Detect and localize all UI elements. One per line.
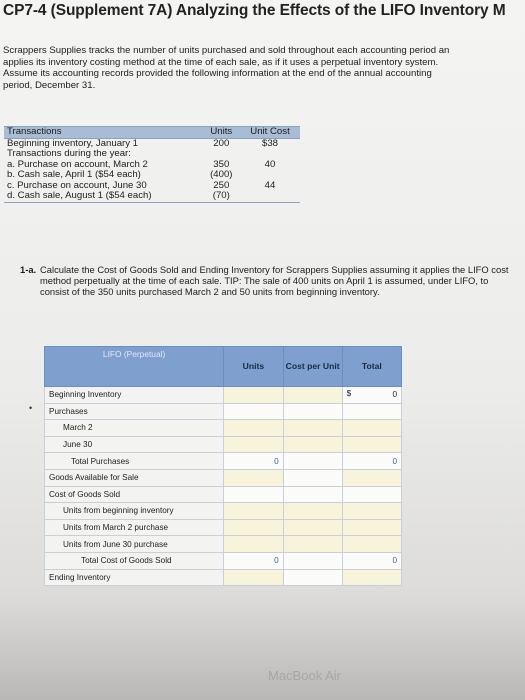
transactions-header-row bbox=[4, 127, 300, 139]
intro-line: period, December 31. bbox=[3, 79, 96, 91]
table-row bbox=[45, 503, 402, 520]
beginning-total-cell bbox=[342, 387, 401, 404]
ending-total-input[interactable] bbox=[342, 569, 401, 586]
table-row bbox=[45, 387, 402, 404]
empty-cell bbox=[283, 403, 342, 420]
table-row bbox=[45, 552, 402, 569]
cogs-june-30-total-input[interactable] bbox=[342, 536, 401, 553]
table-row bbox=[4, 149, 300, 160]
empty-cell bbox=[283, 552, 342, 569]
row-label: Purchases bbox=[45, 403, 224, 420]
table-row bbox=[45, 569, 402, 586]
page-title: CP7-4 (Supplement 7A) Analyzing the Effects of the LIFO Inventory M bbox=[3, 2, 506, 19]
table-row bbox=[45, 469, 402, 486]
lifo-caption: LIFO (Perpetual) bbox=[45, 347, 224, 387]
cogs-march-2-units-input[interactable] bbox=[224, 519, 283, 536]
row-label: Total Purchases bbox=[45, 453, 224, 470]
question-label: 1-a. bbox=[20, 264, 37, 275]
empty-cell bbox=[342, 486, 401, 503]
goods-available-total-input[interactable] bbox=[342, 469, 401, 486]
table-row bbox=[4, 170, 300, 181]
row-label: Total Cost of Goods Sold bbox=[45, 552, 224, 569]
march-2-units-input[interactable] bbox=[224, 420, 283, 437]
beginning-units-input[interactable] bbox=[224, 387, 283, 404]
transaction-label: a. Purchase on account, March 2 bbox=[7, 158, 148, 170]
empty-cell bbox=[283, 453, 342, 470]
total-purchases-total: 0 bbox=[342, 453, 401, 470]
cogs-beginning-total-input[interactable] bbox=[342, 503, 401, 520]
total-cogs-total: 0 bbox=[342, 552, 401, 569]
cogs-beginning-units-input[interactable] bbox=[224, 503, 283, 520]
intro-line: applies its inventory costing method at the time of each sale, as if it uses a perpetual inventory system. bbox=[3, 56, 439, 68]
june-30-cost-input[interactable] bbox=[283, 436, 342, 453]
table-row bbox=[45, 453, 402, 470]
empty-cell bbox=[224, 486, 283, 503]
beginning-total-value: 0 bbox=[392, 390, 397, 400]
transaction-units: 200 bbox=[213, 137, 230, 149]
beginning-cost-input[interactable] bbox=[283, 387, 342, 404]
table-row bbox=[45, 420, 402, 437]
transaction-cost bbox=[240, 191, 300, 202]
transaction-cost bbox=[240, 149, 300, 160]
empty-cell bbox=[283, 569, 342, 586]
row-label: Cost of Goods Sold bbox=[45, 486, 224, 503]
row-label: June 30 bbox=[45, 436, 224, 453]
units-header: Units bbox=[203, 127, 240, 139]
answer-header-row bbox=[45, 347, 402, 387]
transaction-label: b. Cash sale, April 1 ($54 each) bbox=[7, 169, 141, 180]
cost-per-unit-column-header: Cost per Unit bbox=[283, 347, 342, 387]
cogs-march-2-cost-input[interactable] bbox=[283, 519, 342, 536]
transaction-cost: 44 bbox=[264, 179, 276, 191]
total-column-header: Total bbox=[342, 347, 401, 387]
row-label: Units from March 2 purchase bbox=[45, 519, 224, 536]
ending-units-input[interactable] bbox=[224, 569, 283, 586]
intro-text bbox=[3, 45, 521, 91]
table-row bbox=[45, 486, 402, 503]
transaction-units: (400) bbox=[210, 169, 233, 180]
table-row bbox=[45, 403, 402, 420]
question-1a bbox=[20, 264, 520, 297]
empty-cell bbox=[224, 403, 283, 420]
intro-line: Assume its accounting records provided the following information at the end of the annual accounting bbox=[3, 68, 432, 79]
transactions-header: Transactions bbox=[4, 127, 203, 139]
row-label: Goods Available for Sale bbox=[45, 469, 224, 486]
question-text: Calculate the Cost of Goods Sold and Ending Inventory for Scrappers Supplies assuming it applies the LIFO cost method perpetually at the time of each sale. TIP: The sale of 400 units on April 1 is assumed, under LIFO, to consist of the 350 units purchased March 2 and 50 units from beginning inventory. bbox=[40, 264, 509, 297]
transactions-table bbox=[4, 126, 300, 203]
row-label: Units from June 30 purchase bbox=[45, 536, 224, 553]
cogs-march-2-total-input[interactable] bbox=[342, 519, 401, 536]
table-row bbox=[45, 519, 402, 536]
intro-line: Scrappers Supplies tracks the number of units purchased and sold throughout each accounting period an bbox=[3, 45, 450, 56]
march-2-total-input[interactable] bbox=[342, 420, 401, 437]
transaction-units: (70) bbox=[203, 191, 240, 202]
row-label: March 2 bbox=[45, 420, 224, 437]
table-row bbox=[45, 536, 402, 553]
units-column-header: Units bbox=[224, 347, 283, 387]
table-row bbox=[45, 436, 402, 453]
cogs-june-30-cost-input[interactable] bbox=[283, 536, 342, 553]
june-30-units-input[interactable] bbox=[224, 436, 283, 453]
empty-cell bbox=[342, 403, 401, 420]
transaction-label: c. Purchase on account, June 30 bbox=[7, 179, 147, 191]
transaction-units: 350 bbox=[213, 158, 230, 170]
lifo-answer-table bbox=[44, 346, 402, 586]
cogs-beginning-cost-input[interactable] bbox=[283, 503, 342, 520]
march-2-cost-input[interactable] bbox=[283, 420, 342, 437]
transaction-cost bbox=[240, 170, 300, 181]
unit-cost-header: Unit Cost bbox=[240, 127, 300, 139]
row-label: Units from beginning inventory bbox=[45, 503, 224, 520]
goods-available-units-input[interactable] bbox=[224, 469, 283, 486]
transaction-label: d. Cash sale, August 1 ($54 each) bbox=[4, 191, 203, 202]
transaction-units bbox=[203, 149, 240, 160]
transaction-cost: 40 bbox=[264, 158, 276, 170]
empty-cell bbox=[283, 486, 342, 503]
total-cogs-units: 0 bbox=[224, 552, 283, 569]
total-purchases-units: 0 bbox=[224, 453, 283, 470]
answer-indicator: • bbox=[29, 403, 33, 413]
cogs-june-30-units-input[interactable] bbox=[224, 536, 283, 553]
row-label: Ending Inventory bbox=[45, 569, 224, 586]
transaction-units: 250 bbox=[213, 179, 230, 191]
empty-cell bbox=[283, 469, 342, 486]
table-row bbox=[4, 191, 300, 202]
june-30-total-input[interactable] bbox=[342, 436, 401, 453]
transaction-cost: $38 bbox=[262, 137, 279, 149]
row-label: Beginning Inventory bbox=[45, 387, 224, 404]
transaction-label: Transactions during the year: bbox=[7, 148, 131, 159]
transaction-label: Beginning inventory, January 1 bbox=[7, 137, 139, 149]
device-watermark: MacBook Air bbox=[268, 668, 341, 683]
dollar-sign: $ bbox=[346, 389, 352, 398]
